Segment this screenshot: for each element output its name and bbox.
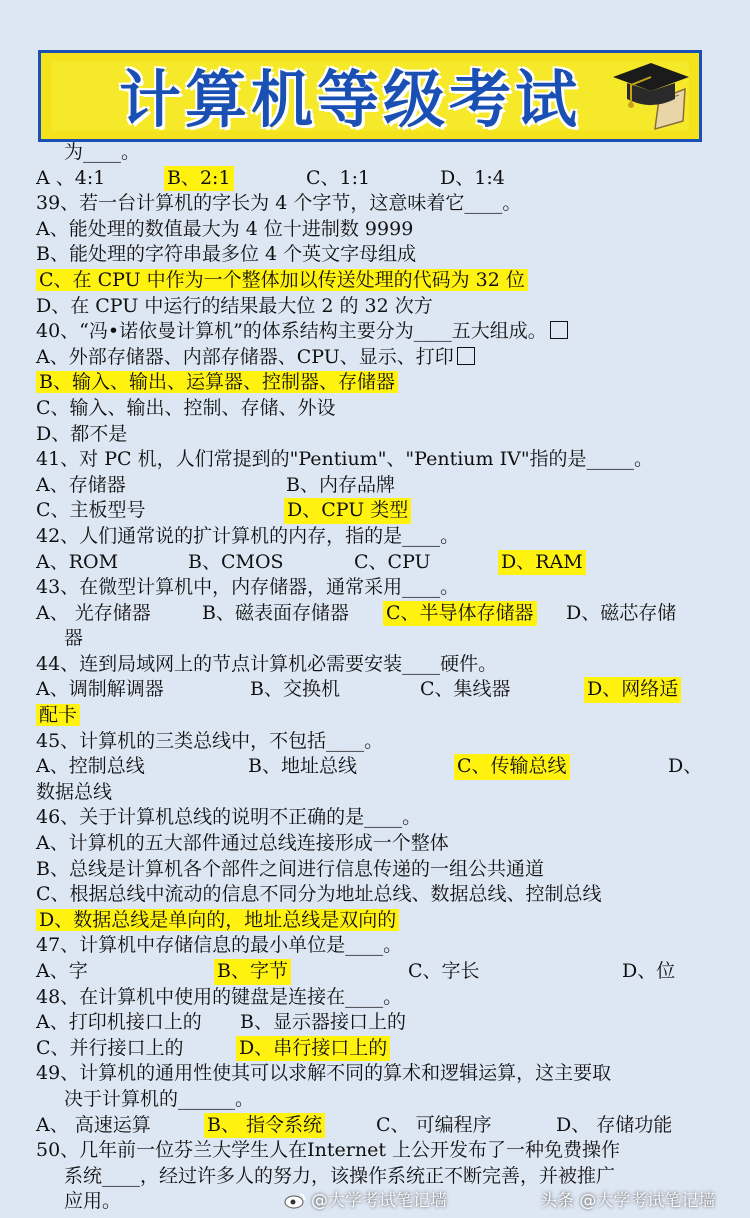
option-b-answer: B、字节 <box>214 959 291 985</box>
options-row <box>36 601 716 627</box>
question-text: 41、对 PC 机，人们常提到的"Pentium"、"Pentium IV"指的是_____。 <box>36 448 654 471</box>
watermark-footer <box>0 1182 750 1218</box>
option-text: D、都不是 <box>36 422 128 445</box>
options-row <box>36 1036 716 1062</box>
option-a: A、 光存储器 <box>36 601 151 624</box>
question-text: 47、计算机中存储信息的最小单位是____。 <box>36 934 403 957</box>
option-b: B、显示器接口上的 <box>240 1011 406 1034</box>
question-text: 为____。 <box>64 141 141 163</box>
option-b: B、磁表面存储器 <box>202 601 349 624</box>
answer-line <box>36 703 716 729</box>
question-line <box>36 319 716 345</box>
options-row <box>36 473 716 499</box>
option-text: D、在 CPU 中运行的结果最大位 2 的 32 次方 <box>36 294 433 317</box>
weibo-handle: @大学考试笔记墙 <box>311 1191 447 1211</box>
weibo-watermark <box>283 1186 447 1211</box>
option-a: A、ROM <box>36 550 119 573</box>
question-text: 48、在计算机中使用的键盘是连接在____。 <box>36 985 403 1008</box>
question-text: 46、关于计算机总线的说明不正确的是____。 <box>36 806 422 829</box>
page-title: 计算机等级考试 <box>119 63 582 136</box>
option-a: A、打印机接口上的 <box>36 1011 202 1034</box>
option-d-answer: D、CPU 类型 <box>284 498 411 524</box>
option-text: A、能处理的数值最大为 4 位十进制数 9999 <box>36 217 414 240</box>
option-c: C、主板型号 <box>36 499 146 522</box>
checkbox-icon <box>550 321 568 339</box>
question-text: 42、人们通常说的扩计算机的内存，指的是____。 <box>36 524 460 547</box>
option-c: C、1:1 <box>306 166 371 189</box>
question-text: 39、若一台计算机的字长为 4 个字节，这意味着它____。 <box>36 192 522 215</box>
answer-highlight: B、输入、输出、运算器、控制器、存储器 <box>36 371 398 393</box>
option-d: D、位 <box>622 960 676 982</box>
option-a: A、调制解调器 <box>36 678 164 701</box>
answer-highlight: D、数据总线是单向的，地址总线是双向的 <box>36 909 399 931</box>
option-c: C、 可编程序 <box>376 1113 492 1136</box>
options-row <box>36 677 716 703</box>
question-list <box>36 140 716 1215</box>
option-d-answer: D、网络适 <box>584 677 681 703</box>
answer-line <box>36 908 716 934</box>
option-c: C、集线器 <box>420 678 511 701</box>
answer-highlight: 配卡 <box>36 704 80 726</box>
option-text: B、总线是计算机各个部件之间进行信息传递的一组公共通道 <box>36 857 544 880</box>
question-text <box>36 140 716 166</box>
option-c-answer: C、半导体存储器 <box>383 601 537 627</box>
option-c: C、字长 <box>408 960 480 982</box>
option-a: A、字 <box>36 960 88 982</box>
option-d: D、磁芯存储 <box>566 601 677 624</box>
option-a: A、控制总线 <box>36 755 145 778</box>
option-line <box>36 345 716 371</box>
option-b-answer: B、 指令系统 <box>204 1113 325 1139</box>
option-c: C、并行接口上的 <box>36 1036 184 1059</box>
option-text: C、根据总线中流动的信息不同分为地址总线、数据总线、控制总线 <box>36 883 602 906</box>
options-row <box>36 754 716 780</box>
option-b: B、交换机 <box>250 678 340 701</box>
question-text: 50、几年前一位芬兰大学生人在Internet 上公开发布了一种免费操作 <box>36 1139 621 1162</box>
option-text: C、输入、输出、控制、存储、外设 <box>36 396 336 419</box>
option-d: D、1:4 <box>440 166 505 189</box>
options-row <box>36 166 716 192</box>
option-d-answer: D、串行接口上的 <box>236 1036 390 1062</box>
checkbox-icon <box>457 347 475 365</box>
toutiao-watermark: 头条 @大学考试笔记墙 <box>540 1191 716 1211</box>
options-row <box>36 959 716 985</box>
option-a: A、 高速运算 <box>36 1113 151 1136</box>
options-row <box>36 1113 716 1139</box>
title-banner <box>38 50 702 142</box>
option-text: A、计算机的五大部件通过总线连接形成一个整体 <box>36 832 449 855</box>
option-a: A、存储器 <box>36 473 126 496</box>
option-b: B、地址总线 <box>248 755 357 778</box>
question-text <box>36 1087 716 1113</box>
answer-line <box>36 370 716 396</box>
option-text <box>36 626 716 652</box>
option-c: C、CPU <box>354 550 431 573</box>
weibo-icon <box>283 1191 307 1209</box>
question-text: 43、在微型计算机中，内存储器，通常采用____。 <box>36 576 460 599</box>
option-text: A、外部存储器、内部存储器、CPU、显示、打印 <box>36 345 454 368</box>
option-b: B、内存品牌 <box>286 473 395 496</box>
graduation-cap-icon <box>609 55 691 137</box>
question-continuation: 决于计算机的______。 <box>64 1087 255 1110</box>
answer-highlight: C、在 CPU 中作为一个整体加以传送处理的代码为 32 位 <box>36 269 528 291</box>
option-continuation: 器 <box>64 627 84 650</box>
options-row <box>36 550 716 576</box>
option-d-answer: D、RAM <box>498 550 586 576</box>
option-a: A 、4:1 <box>36 166 106 189</box>
option-d: D、 存储功能 <box>556 1113 673 1136</box>
question-text: 44、连到局域网上的节点计算机必需要安装____硬件。 <box>36 652 498 675</box>
option-b-answer: B、2:1 <box>164 166 234 192</box>
question-text: 40、“冯•诺依曼计算机”的体系结构主要分为____五大组成。 <box>36 320 547 343</box>
option-b: B、CMOS <box>188 550 284 573</box>
option-text: B、能处理的字符串最多位 4 个英文字母组成 <box>36 243 417 266</box>
options-row <box>36 498 716 524</box>
question-text: 49、计算机的通用性使其可以求解不同的算术和逻辑运算，这主要取 <box>36 1062 612 1085</box>
option-c-answer: C、传输总线 <box>454 754 570 780</box>
question-continuation: 系统____，经过许多人的努力，该操作系统正不断完善，并被推广 <box>64 1164 616 1187</box>
option-text: 数据总线 <box>36 780 113 803</box>
answer-line <box>36 268 716 294</box>
question-continuation: 应用。 <box>64 1190 122 1213</box>
question-text: 45、计算机的三类总线中，不包括____。 <box>36 729 384 752</box>
options-row <box>36 1010 716 1036</box>
option-d: D、 <box>668 755 703 778</box>
